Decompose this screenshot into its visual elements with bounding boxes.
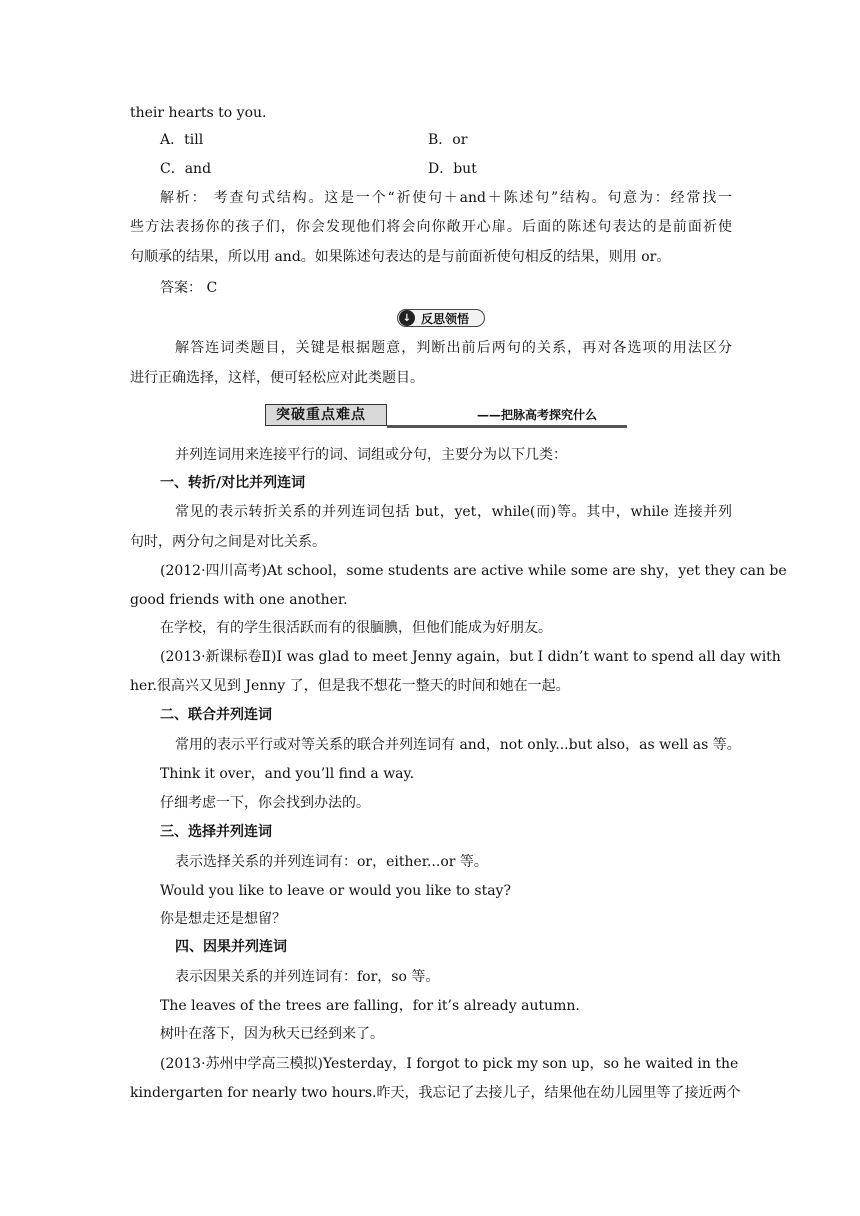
example-line: (2013·新课标卷Ⅱ)I was glad to meet Jenny again，but I didn’t want to spend all day with xyxy=(160,649,781,665)
option-a: A．till xyxy=(160,132,204,148)
text-line: 常见的表示转折关系的并列连词包括 but，yet，while(而)等。其中，while 连接并列 xyxy=(175,504,732,520)
section-heading: 三、选择并列连词 xyxy=(160,824,272,840)
section-heading: 四、因果并列连词 xyxy=(175,939,287,955)
example-line: good friends with one another. xyxy=(130,592,348,608)
translation-line: 在学校，有的学生很活跃而有的很腼腆，但他们能成为好朋友。 xyxy=(160,620,552,636)
option-d: D．but xyxy=(428,161,477,177)
example-line: kindergarten for nearly two hours.昨天，我忘记了去接儿子，结果他在幼儿园里等了接近两个 xyxy=(130,1085,741,1101)
text-line: 进行正确选择，这样，便可轻松应对此类题目。 xyxy=(130,370,424,386)
analysis-line: 些方法表扬你的孩子们，你会发现他们将会向你敞开心扉。后面的陈述句表达的是前面祈使 xyxy=(130,219,732,235)
answer-line: 答案： C xyxy=(160,280,218,296)
section-banner xyxy=(265,402,627,430)
example-line: The leaves of the trees are falling，for it’s already autumn. xyxy=(160,998,580,1014)
example-line: (2013·苏州中学高三模拟)Yesterday，I forgot to pick my son up，so he waited in the xyxy=(160,1056,739,1072)
text-line: 表示选择关系的并列连词有：or，either...or 等。 xyxy=(175,854,488,870)
text-line: their hearts to you. xyxy=(130,105,267,121)
translation-line: 树叶在落下，因为秋天已经到来了。 xyxy=(160,1026,384,1042)
text-line: 表示因果关系的并列连词有：for，so 等。 xyxy=(175,969,440,985)
text-line: 并列连词用来连接平行的词、词组或分句，主要分为以下几类： xyxy=(175,447,567,463)
example-line: (2012·四川高考)At school，some students are active while some are shy，yet they can be xyxy=(160,563,787,579)
translation-line: 你是想走还是想留？ xyxy=(160,911,286,927)
option-b: B．or xyxy=(428,132,468,148)
banner-rule xyxy=(387,425,627,428)
banner-title: 突破重点难点 xyxy=(265,404,387,426)
section-heading: 一、转折/对比并列连词 xyxy=(160,475,306,491)
banner-subtitle: ——把脉高考探究什么 xyxy=(477,408,598,422)
option-c: C．and xyxy=(160,161,212,177)
text-line: 常用的表示平行或对等关系的联合并列连词有 and，not only...but also，as well as 等。 xyxy=(175,737,741,753)
badge-label: 反思领悟 xyxy=(421,311,470,326)
analysis-line: 解析： 考查句式结构。这是一个“祈使句＋and＋陈述句”结构。句意为：经常找一 xyxy=(160,190,732,206)
text-line: 解答连词类题目，关键是根据题意，判断出前后两句的关系，再对各选项的用法区分 xyxy=(175,340,732,356)
arrow-down-icon: ↓ xyxy=(399,310,415,326)
example-line: Would you like to leave or would you like to stay? xyxy=(160,883,511,899)
example-line: Think it over，and you’ll find a way. xyxy=(160,766,415,782)
reflection-badge xyxy=(397,309,485,327)
section-heading: 二、联合并列连词 xyxy=(160,707,272,723)
analysis-line: 句顺承的结果，所以用 and。如果陈述句表达的是与前面祈使句相反的结果，则用 or。 xyxy=(130,249,671,265)
example-line: her.很高兴又见到 Jenny 了，但是我不想花一整天的时间和她在一起。 xyxy=(130,678,570,694)
translation-line: 仔细考虑一下，你会找到办法的。 xyxy=(160,795,370,811)
text-line: 句时，两分句之间是对比关系。 xyxy=(130,534,326,550)
